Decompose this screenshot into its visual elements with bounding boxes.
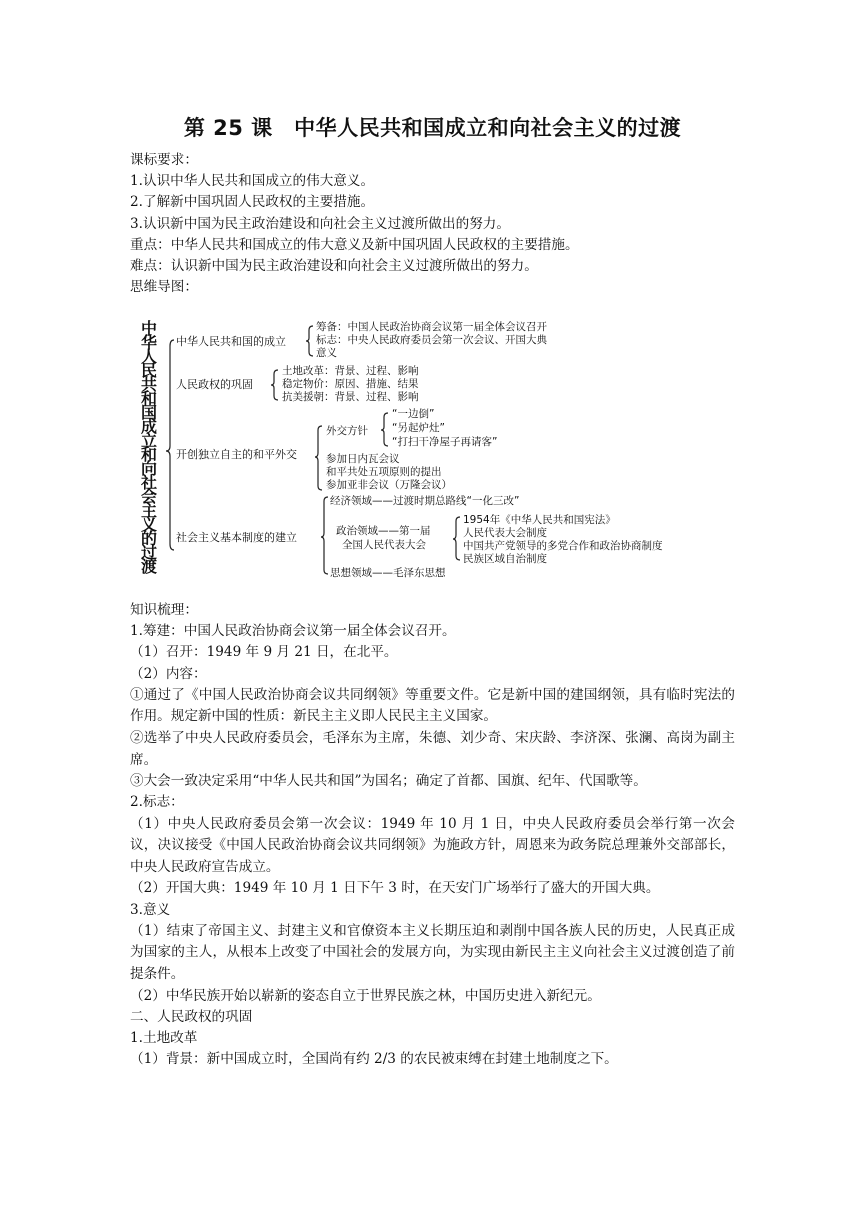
sub-brace [453, 517, 460, 560]
root-title-char: 国 [140, 403, 158, 422]
branch-item: 和平共处五项原则的提出 [326, 466, 442, 478]
root-title-char: 向 [140, 459, 158, 478]
branch-label: 中华人民共和国的成立 [176, 335, 286, 348]
branch-item: 抗美援朝：背景、过程、影响 [282, 391, 419, 403]
text-line: 2.标志： [130, 794, 184, 811]
branch-item: 参加亚非会议（万隆会议） [326, 479, 452, 491]
paragraph: ②选举了中央人民政府委员会，毛泽东为主席，朱德、刘少奇、宋庆龄、李济深、张澜、高岗为副主席。 [130, 730, 735, 768]
root-title-char: 民 [140, 361, 158, 380]
intro-line: 思维导图： [130, 279, 198, 296]
sub-item: “另起炉灶” [392, 422, 445, 434]
lesson-title: 第 25 课 中华人民共和国成立和向社会主义的过渡 [183, 116, 682, 140]
main-brace [166, 340, 174, 550]
branch-item: 标志：中央人民政府委员会第一次会议、开国大典 [316, 334, 547, 346]
root-title-char: 和 [140, 389, 158, 408]
mind-map [130, 318, 735, 583]
knowledge-section [130, 600, 735, 1070]
root-title-char: 人 [140, 347, 158, 366]
root-title-char: 渡 [140, 557, 158, 576]
branch-brace [271, 370, 278, 400]
foreign-policy-label: 外交方针 [326, 425, 368, 437]
branch-item: 思想领域——毛泽东思想 [330, 567, 446, 579]
branch-item: 经济领域——过渡时期总路线“一化三改” [330, 495, 520, 507]
branch-item: 筹备：中国人民政治协商会议第一届全体会议召开 [316, 321, 547, 333]
root-title-char: 会 [140, 487, 158, 506]
text-line: （2）开国大典：1949 年 10 月 1 日下午 3 时，在天安门广场举行了盛大的开国大典。 [130, 880, 660, 897]
text-line: ③大会一致决定采用“中华人民共和国”为国名；确定了首都、国旗、纪年、代国歌等。 [130, 773, 647, 790]
root-title-char: 过 [140, 543, 158, 562]
text-line: 1.筹建：中国人民政治协商会议第一届全体会议召开。 [130, 623, 456, 640]
section-heading: 二、人民政权的巩固 [130, 1008, 253, 1025]
paragraph: （1）结束了帝国主义、封建主义和官僚资本主义长期压迫和剥削中国各族人民的历史，人民真正成为国家的主人，从根本上改变了中国社会的发展方向，为实现由新民主主义向社会主义过渡创造了前提条件。 [130, 922, 735, 982]
text-line: 1.土地改革 [130, 1029, 198, 1046]
root-title-char: 立 [140, 431, 158, 450]
branch-brace [315, 426, 322, 490]
sub-item: 人民代表大会制度 [463, 527, 547, 539]
section-heading: 知识梳理： [130, 602, 198, 618]
text-line: （1）背景：新中国成立时，全国尚有约 2/3 的农民被束缚在封建土地制度之下。 [130, 1051, 618, 1068]
sub-item: 1954年《中华人民共和国宪法》 [463, 514, 616, 526]
text-line: （1）召开：1949 年 9 月 21 日，在北平。 [130, 644, 398, 661]
root-title-char: 共 [140, 375, 158, 394]
sub-item: 中国共产党领导的多党合作和政治协商制度 [463, 540, 663, 552]
root-title-char: 的 [140, 529, 158, 548]
branch-label: 人民政权的巩固 [176, 378, 253, 391]
root-title-char: 和 [140, 445, 158, 464]
branch-item: 意义 [316, 347, 337, 359]
text-line: （2）内容： [130, 665, 207, 682]
mindmap-root-title [140, 319, 157, 576]
root-title-char: 义 [140, 515, 158, 534]
branch-item: 参加日内瓦会议 [326, 453, 400, 465]
branch-item: 稳定物价：原因、措施、结果 [282, 378, 419, 390]
sub-item: 民族区域自治制度 [463, 553, 547, 565]
sub-item: “一边倒” [392, 408, 435, 420]
branch-brace [321, 497, 328, 574]
intro-line: 重点：中华人民共和国成立的伟大意义及新中国巩固人民政权的主要措施。 [130, 236, 579, 253]
intro-line: 难点：认识新中国为民主政治建设和向社会主义过渡所做出的努力。 [130, 258, 538, 275]
branch-brace [306, 326, 313, 356]
paragraph: ①通过了《中国人民政治协商会议共同纲领》等重要文件。它是新中国的建国纲领，具有临时宪法的作用。规定新中国的性质：新民主主义即人民民主主义国家。 [130, 686, 735, 725]
branch-label: 开创独立自主的和平外交 [176, 448, 297, 461]
branch-item: 全国人民代表大会 [342, 539, 426, 551]
branch-item: 土地改革：背景、过程、影响 [282, 365, 419, 377]
text-line: （2）中华民族开始以崭新的姿态自立于世界民族之林，中国历史进入新纪元。 [130, 987, 601, 1004]
intro-line: 课标要求： [130, 152, 198, 168]
branch-label: 社会主义基本制度的建立 [176, 531, 297, 544]
root-title-char: 主 [140, 501, 158, 520]
root-title-char: 华 [140, 333, 158, 352]
paragraph: （1）中央人民政府委员会第一次会议：1949 年 10 月 1 日，中央人民政府委员会举行第一次会议，决议接受《中国人民政治协商会议共同纲领》为施政方针，周恩来为政务院总理兼外交部部长，中央人民政府宣告成立。 [130, 815, 735, 875]
sub-item: “打扫干净屋子再请客” [392, 436, 498, 448]
sub-brace [381, 413, 388, 446]
text-line: 3.意义 [130, 901, 171, 918]
root-title-char: 中 [140, 319, 158, 338]
intro-line: 1.认识中华人民共和国成立的伟大意义。 [130, 173, 375, 190]
root-title-char: 成 [140, 417, 158, 436]
intro-line: 2.了解新中国巩固人民政权的主要措施。 [130, 194, 375, 211]
root-title-char: 社 [140, 473, 158, 492]
intro-line: 3.认识新中国为民主政治建设和向社会主义过渡所做出的努力。 [130, 215, 510, 232]
branch-item: 政治领域——第一届 [336, 525, 431, 537]
intro-section [130, 150, 735, 298]
